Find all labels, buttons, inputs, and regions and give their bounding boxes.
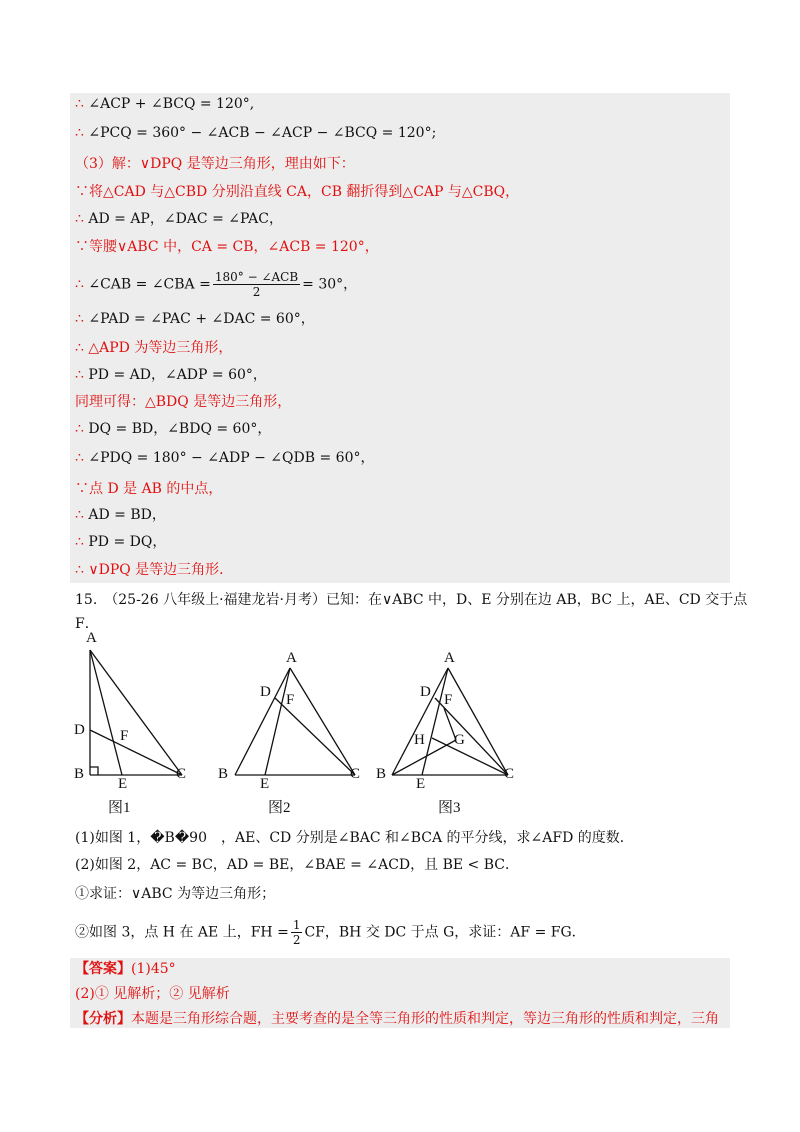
part-2b-pre: ②如图 3，点 H 在 AE 上，FH = <box>75 924 289 941</box>
figures <box>70 630 550 820</box>
fig1-label-e: E <box>118 776 128 792</box>
solution-line <box>75 533 166 551</box>
fig2-label-c: C <box>350 766 361 782</box>
question-part-2b <box>75 918 586 947</box>
solution-text: DQ = BD，∠BDQ = 60°， <box>88 421 272 437</box>
solution-text: ∠CAB = ∠CBA = <box>88 276 211 293</box>
solution-symbol: ∵ <box>75 481 89 497</box>
solution-text: （3）解：∨DPQ 是等边三角形，理由如下： <box>75 156 355 172</box>
solution-text: PD = DQ， <box>88 534 167 550</box>
fig2-caption: 图2 <box>268 800 291 816</box>
half-fraction <box>291 918 303 947</box>
solution-text: PD = AD，∠ADP = 60°， <box>88 367 267 383</box>
solution-symbol: ∴ <box>75 450 89 466</box>
fig3-label-c: C <box>504 766 515 782</box>
solution-text: ∠ACP + ∠BCQ = 120°, <box>88 96 255 112</box>
fig1-segment-ae <box>90 650 122 775</box>
solution-line <box>75 449 374 467</box>
solution-symbol: ∴ <box>75 340 89 356</box>
solution-line <box>75 238 379 256</box>
frac-den: 2 <box>292 933 301 947</box>
solution-text: AD = BD， <box>88 507 166 523</box>
fig1-label-d: D <box>74 722 85 738</box>
solution-symbol: ∵ <box>75 239 89 255</box>
question-part-2: (2)如图 2，AC = BC，AD = BE，∠BAE = ∠ACD，且 BE < BC． <box>75 857 519 873</box>
solution-line <box>75 124 436 142</box>
solution-line <box>75 480 222 498</box>
question-part-2a: ①求证：∨ABC 为等边三角形； <box>75 886 276 902</box>
solution-text: ∨DPQ 是等边三角形． <box>88 562 234 578</box>
solution-line <box>75 270 357 299</box>
fig1-segment-cd <box>90 730 182 775</box>
solution-fraction <box>213 270 300 299</box>
analysis-text: 本题是三角形综合题，主要考查的是全等三角形的性质和判定，等边三角形的性质和判定，三角 <box>131 1011 719 1027</box>
fig2-label-b: B <box>218 766 229 782</box>
frac-num: 1 <box>292 918 301 932</box>
fig1-label-a: A <box>86 630 97 646</box>
part-2b-post: CF，BH 交 DC 于点 G，求证：AF = FG． <box>304 924 586 941</box>
solution-symbol: ∴ <box>75 562 89 578</box>
solution-text: 等腰∨ABC 中，CA = CB，∠ACB = 120°， <box>89 239 379 255</box>
solution-line <box>75 366 267 384</box>
solution-text: 将△CAD 与△CBD 分别沿直线 CA，CB 翻折得到△CAP 与△CBQ， <box>89 184 520 200</box>
fig3-label-b: B <box>376 766 387 782</box>
answer-part-1: (1)45° <box>131 961 176 977</box>
fig1-right-angle-mark <box>90 767 98 775</box>
analysis-line <box>75 1010 719 1028</box>
fraction-numerator: 180° − ∠ACB <box>214 270 299 284</box>
solution-text-after: = 30°， <box>302 276 358 293</box>
geometry-figures <box>70 640 550 820</box>
fig3-label-a: A <box>444 650 455 666</box>
answer-line-1 <box>75 960 176 978</box>
solution-text: AD = AP，∠DAC = ∠PAC， <box>88 211 283 227</box>
fig3-label-g: G <box>454 732 465 748</box>
fig1-caption: 图1 <box>108 800 131 816</box>
solution-text: 点 D 是 AB 的中点， <box>89 481 223 497</box>
solution-symbol: ∴ <box>75 367 89 383</box>
fig1-label-c: C <box>176 766 187 782</box>
fig2-label-a: A <box>286 650 297 666</box>
solution-symbol: ∴ <box>75 125 89 141</box>
fig3-label-h: H <box>414 732 425 748</box>
solution-line <box>75 420 271 438</box>
fig1-label-f: F <box>120 728 129 744</box>
solution-line <box>75 210 283 228</box>
solution-symbol: ∴ <box>75 311 89 327</box>
solution-symbol: ∴ <box>75 421 89 437</box>
fraction-denominator: 2 <box>252 285 261 299</box>
fig3-label-d: D <box>420 684 431 700</box>
solution-line <box>75 155 355 173</box>
fig2-label-d: D <box>260 684 271 700</box>
fig2-label-e: E <box>260 776 270 792</box>
question-part-1: (1)如图 1，�B�90 ，AE、CD 分别是∠BAC 和∠BCA 的平分线，求∠AFD 的度数． <box>75 830 634 846</box>
fig3-segment-hc <box>432 738 508 775</box>
solution-line <box>75 310 315 328</box>
answer-line-2: (2)① 见解析；② 见解析 <box>75 986 230 1002</box>
fig3-label-f: F <box>444 692 453 708</box>
solution-text: ∠PDQ = 180° − ∠ADP − ∠QDB = 60°， <box>88 450 375 466</box>
solution-symbol: ∵ <box>75 184 89 200</box>
solution-line <box>75 183 519 201</box>
solution-text: ∠PAD = ∠PAC + ∠DAC = 60°， <box>88 311 315 327</box>
fig1-side-ac <box>90 650 182 775</box>
solution-text: 同理可得：△BDQ 是等边三角形， <box>75 394 292 410</box>
question-line-2: F． <box>75 616 99 632</box>
solution-symbol: ∴ <box>75 276 89 293</box>
fig3-caption: 图3 <box>438 800 461 816</box>
solution-symbol: ∴ <box>75 211 89 227</box>
answer-block <box>70 958 730 1028</box>
answer-label: 【答案】 <box>75 961 131 977</box>
fig1-label-b: B <box>74 766 85 782</box>
solution-text: △APD 为等边三角形， <box>88 340 233 356</box>
solution-line <box>75 95 254 113</box>
analysis-label: 【分析】 <box>75 1011 131 1027</box>
solution-symbol: ∴ <box>75 96 89 112</box>
solution-line <box>75 506 166 524</box>
solution-line <box>75 339 232 357</box>
fig3-label-e: E <box>416 776 426 792</box>
solution-symbol: ∴ <box>75 534 89 550</box>
fig2-label-f: F <box>286 692 295 708</box>
solution-text: ∠PCQ = 360° − ∠ACB − ∠ACP − ∠BCQ = 120°; <box>88 125 437 141</box>
solution-line <box>75 561 233 579</box>
solution-line <box>75 393 291 411</box>
solution-symbol: ∴ <box>75 507 89 523</box>
question-line-1: 15. （25-26 八年级上·福建龙岩·月考）已知：在∨ABC 中，D、E 分别在边 AB，BC 上，AE、CD 交于点 <box>75 592 748 608</box>
